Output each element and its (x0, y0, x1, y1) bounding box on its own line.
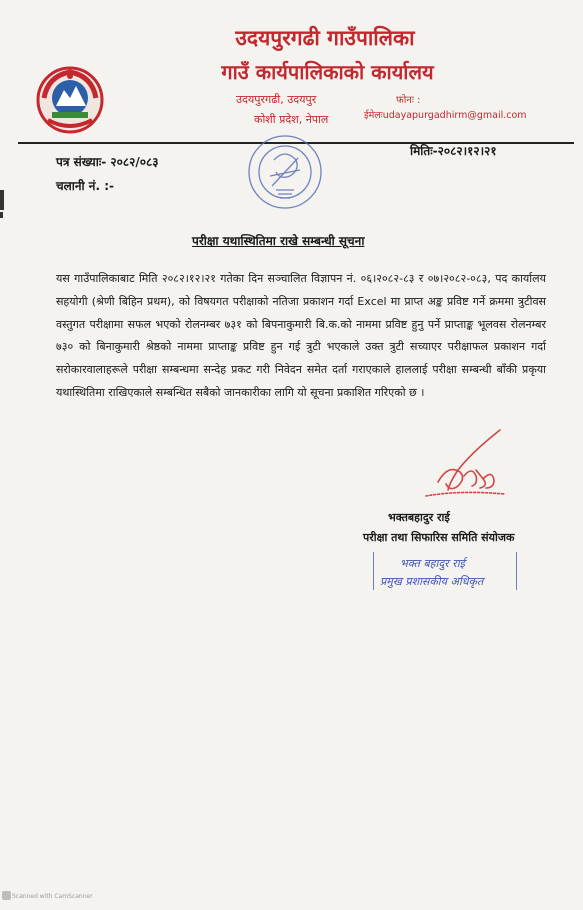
handwritten-signature-icon (420, 426, 510, 510)
notice-subject: परीक्षा यथास्थितिमा राखे सम्बन्धी सूचना (192, 234, 365, 248)
camscanner-icon (2, 891, 11, 900)
office-seal-icon (244, 130, 326, 216)
email-address: ईमेलःudayapurgadhirm@gmail.com (364, 110, 527, 121)
stamp-position: प्रमुख प्रशासकीय अधिकृत (380, 575, 484, 588)
letter-number: पत्र संख्याः- २०८२/०८३ (56, 155, 159, 169)
office-subtitle: गाउँ कार्यपालिकाको कार्यालय (221, 60, 434, 84)
signer-position: परीक्षा तथा सिफारिस समिति संयोजक (363, 531, 515, 544)
scan-edge-mark (0, 190, 4, 210)
address-line-2: कोशी प्रदेश, नेपाल (254, 113, 329, 126)
stamp-name: भक्त बहादुर राई (400, 557, 465, 570)
nepal-emblem-icon (34, 64, 106, 136)
office-name: उदयपुरगढी गाउँपालिका (235, 26, 415, 50)
address-line-1: उदयपुरगढी, उदयपुर (236, 93, 317, 106)
signer-name: भक्तबहादुर राई (388, 511, 450, 524)
dispatch-number: चलानी नं. :- (56, 179, 114, 193)
notice-body: यस गाउँपालिकाबाट मिति २०८२।१२।२१ गतेका दिन सञ्चालित विज्ञापन नं. ०६।२०८२-८३ र ०७।२०८२-०८३, पद कार्यालय सहयोगी (श्रेणी बिहिन प्रथम), को विषयगत परीक्षाको नतिजा प्रकाशन गर्दा Excel मा प्राप्त अङ्क प्रविष्ट गर्ने क्रममा त्रुटीवस वस्तुगत परीक्षामा सफल भएको रोलनम्बर ७३१ को बिपनाकुमारी बि.क.को नाममा प्रविष्ट हुनु पर्ने प्राप्ताङ्क भूलवस रोलनम्बर ७३० को बिनाकुमारी श्रेष्ठको नाममा प्राप्ताङ्क प्रविष्ट हुन गई त्रुटी भएकाले उक्त त्रुटी सच्याएर परीक्षाफल प्रकाशन गर्दा सरोकारवालाहरूले परीक्षा सम्बन्धमा सन्देह प्रकट गरी निवेदन समेत दर्ता गराएकाले हाललाई परीक्षा सम्बन्धी बाँकी प्रकृया यथास्थितिमा राखिएकाले सम्बन्धित सबैको जानकारीका लागि यो सूचना प्रकाशित गरिएको छ । (56, 272, 546, 399)
letter-date: मितिः-२०८२।१२।२१ (410, 144, 497, 158)
scanner-watermark: Scanned with CamScanner (12, 893, 93, 900)
scan-edge-mark (0, 212, 3, 218)
phone-label: फोनः : (396, 95, 421, 106)
